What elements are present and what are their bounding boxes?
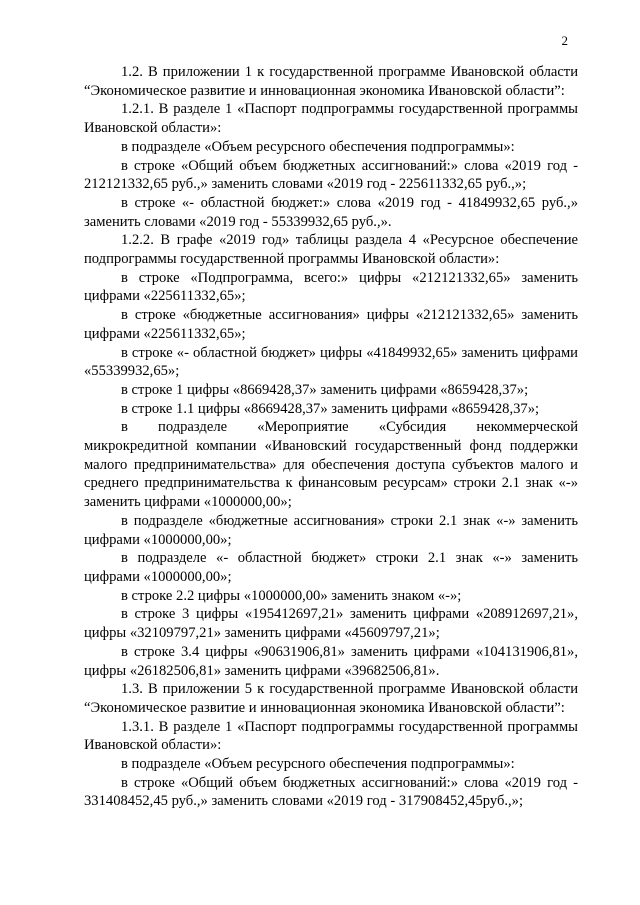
paragraph-1-2-intro: 1.2. В приложении 1 к государственной программе Ивановской области “Экономическое развитие и инновационная экономика Ивановской области”: <box>84 64 578 99</box>
paragraph-row-3: в строке 3 цифры «195412697,21» заменить цифрами «208912697,21», цифры «32109797,21» заменить цифрами «45609797,21»; <box>84 606 578 642</box>
paragraph-subsidy-event: в подразделе «Мероприятие «Субсидия некоммерческой микрокредитной компании «Ивановский государственный фонд поддержки малого предпринимательства» для обеспечения доступа субъектов малого и среднего предпринимательства к финансовым ресурсам» строки 2.1 знак «-» заменить цифрами «1000000,00»; <box>84 419 578 511</box>
paragraph-subsidy-regional-budget: в подразделе «- областной бюджет» строки 2.1 знак «-» заменить цифрами «1000000,00»; <box>84 550 578 585</box>
paragraph-subprogram-total: в строке «Подпрограмма, всего:» цифры «212121332,65» заменить цифрами «225611332,65»; <box>84 269 578 305</box>
paragraph-1-3-1: 1.3.1. В разделе 1 «Паспорт подпрограммы государственной программы Ивановской области»: <box>84 718 578 754</box>
page-number: 2 <box>561 33 568 48</box>
paragraph-row-1: в строке 1 цифры «8669428,37» заменить цифрами «8659428,37»; <box>121 381 529 398</box>
paragraph-resource-subsection: в подразделе «Объем ресурсного обеспечения подпрограммы»: <box>121 138 515 155</box>
paragraph-regional-budget: в строке «- областной бюджет:» слова «2019 год - 41849932,65 руб.,» заменить словами «2019 год - 55339932,65 руб.,». <box>84 194 578 230</box>
document-body <box>84 63 578 811</box>
paragraph-subsidy-budget-allocations: в подразделе «бюджетные ассигнования» строки 2.1 знак «-» заменить цифрами «1000000,00»; <box>84 512 578 548</box>
paragraph-1-2-2: 1.2.2. В графе «2019 год» таблицы раздела 4 «Ресурсное обеспечение подпрограммы государственной программы Ивановской области»: <box>84 232 578 268</box>
paragraph-row-1-1: в строке 1.1 цифры «8669428,37» заменить цифрами «8659428,37»; <box>121 400 540 417</box>
paragraph-1-2-1: 1.2.1. В разделе 1 «Паспорт подпрограммы государственной программы Ивановской области»: <box>84 101 578 137</box>
paragraph-regional-budget-row: в строке «- областной бюджет» цифры «41849932,65» заменить цифрами «55339932,65»; <box>84 344 578 380</box>
paragraph-1-3-intro: 1.3. В приложении 5 к государственной программе Ивановской области “Экономическое развитие и инновационная экономика Ивановской области”: <box>84 681 578 716</box>
paragraph-total-allocations: в строке «Общий объем бюджетных ассигнований:» слова «2019 год - 212121332,65 руб.,» заменить словами «2019 год - 225611332,65 руб.,»; <box>84 157 578 193</box>
paragraph-total-allocations-2: в строке «Общий объем бюджетных ассигнований:» слова «2019 год - 331408452,45 руб.,» заменить словами «2019 год - 317908452,45руб.,»; <box>84 774 578 810</box>
paragraph-row-3-4: в строке 3.4 цифры «90631906,81» заменить цифрами «104131906,81», цифры «26182506,81» заменить цифрами «39682506,81». <box>84 643 578 679</box>
paragraph-resource-subsection-2: в подразделе «Объем ресурсного обеспечения подпрограммы»: <box>121 756 515 773</box>
paragraph-row-2-2: в строке 2.2 цифры «1000000,00» заменить знаком «-»; <box>121 587 462 604</box>
paragraph-budget-allocations: в строке «бюджетные ассигнования» цифры «212121332,65» заменить цифрами «225611332,65»; <box>84 307 578 342</box>
